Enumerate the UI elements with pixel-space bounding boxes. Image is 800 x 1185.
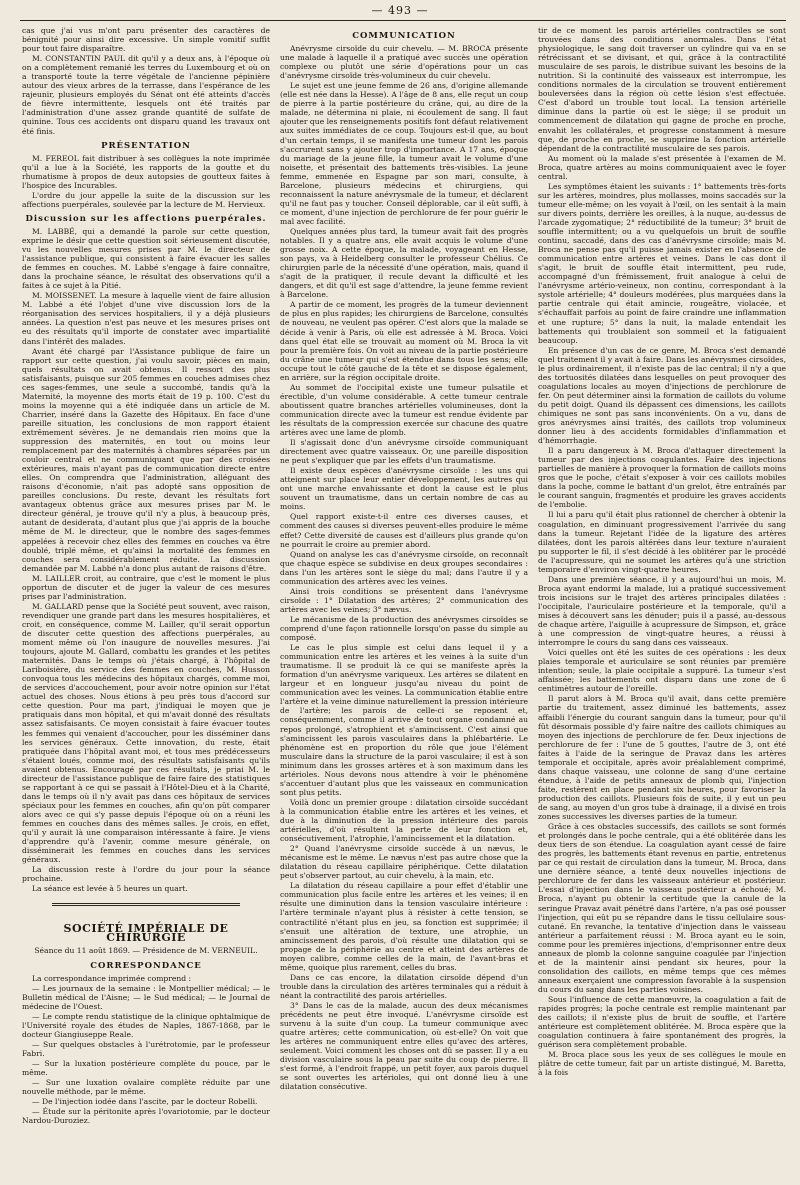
page-number: — 493 — — [371, 4, 429, 17]
paragraph: M. LAILLER croit, au contraire, que c'est le moment le plus opportun de discuter et de juger la valeur de ces mesures prises par l'administration. — [22, 573, 270, 601]
text-columns — [22, 26, 786, 1177]
list-item: — Sur une luxation ovalaire complète réduite par une nouvelle méthode, par le même. — [22, 1078, 270, 1097]
paragraph: Grâce à ces obstacles successifs, des caillots se sont formés et prolongés dans le poche centrale, qui a été oblitérée dans les deux tiers de son étendue. La coagulation ayant cessé de faire des progrès, les battements étant revenus en partie, entretenus par ce qui restait de circulation dans la tumeur, M. Broca, dans une dernière séance, a tenté deux nouvelles injections de perchlorure de fer dans les vaisseaux antérieur et postérieur. L'essai d'injection dans le vaisseau postérieur a échoué; M. Broca, n'ayant pu obtenir la certitude que la canule de la seringue Pravaz avait pénétré dans l'artère, n'a pas osé pousser l'injection, qui eût pu se répandre dans le tissu cellulaire sous-cutané. En revanche, la tentative d'injection dans le vaisseau antérieur a parfaitement réussi : M. Broca ayant eu le soin, comme pour les premières injections, d'emprisonner entre deux anneaux de plomb la colonne sanguine coagulée par l'injection et de la maintenir ainsi pendant six heures, pour la consolidation des caillots, en même temps que ces mêmes anneaux exerçaient une compression favorable à la suspension du cours du sang dans les parties voisines. — [538, 822, 786, 994]
paragraph: Le mécanisme de la production des anévrysmes cirsoïdes se comprend d'une façon rationnelle lorsqu'on passe du simple au composé. — [280, 614, 528, 643]
paragraph: Quel rapport existe-t-il entre ces diverses causes, et comment des causes si diverses peuvent-elles produire le même effet? Cette diversité de causes est d'ailleurs plus grande qu'on ne pourrait le croire au premier abord. — [280, 512, 528, 549]
paragraph: La discussion reste à l'ordre du jour pour la séance prochaine. — [22, 865, 270, 884]
paragraph: Voici quelles ont été les suites de ces opérations : les deux plaies temporale et auriculaire se sont réunies par première intention; seule, la plaie occipitale a suppuré. La tumeur s'est affaissée; les battements ont disparu dans une zone de 6 centimètres autour de l'oreille. — [538, 648, 786, 694]
paragraph: Il existe deux espèces d'anévrysme cirsoïde : les uns qui atteignent sur place leur entier développement, les autres qui ont une marche envahissante et dont la cause est le plus souvent un traumatisme, dans un certain nombre de cas au moins. — [280, 466, 528, 512]
list-item: — Sur la luxation postérieure complète du pouce, par le même. — [22, 1058, 270, 1078]
section-divider — [52, 903, 240, 906]
right-column — [538, 26, 786, 1177]
paragraph: Il parut alors à M. Broca qu'il avait, dans cette première partie du traitement, assez diminué les battements, assez affaibli l'énergie du courant sanguin dans la tumeur, pour qu'il fût désormais possible d'y faire naître des caillots chimiques au moyen des injections de perchlorure de fer. Deux injections de perchlorure de fer : l'une de 5 gouttes, l'autre de 3, ont été faites à l'aide de la seringue de Pravaz dans les artères temporale et occipitale, après avoir préalablement comprimé, dans chaque vaisseau, une colonne de sang d'une certaine étendue, à l'aide de petits anneaux de plomb qui, l'injection faite, restèrent en place pendant six heures, pour favoriser la production des caillots. Plusieurs fois de suite, il y eut un peu de sang, au moyen d'un gros tube à drainage, il a divisé en trois zones successives les diverses parties de la tumeur. — [538, 694, 786, 822]
paragraph: Dans une première séance, il y a aujourd'hui un mois, M. Broca ayant endormi la malade, lui a pratiqué successivement trois incisions sur le trajet des artères principales dilatées : l'occipitale, l'auriculaire postérieure et la temporale, qu'il a mises à découvert sans les dénuder; puis il a passé, au-dessous de chaque artère, l'aiguille à acupressure de Simpson, et, grâce à une compression de vingt-quatre heures, a réussi à interrompre le cours du sang dans ces vaisseaux. — [538, 574, 786, 648]
middle-column — [280, 26, 528, 1177]
paragraph: En présence d'un cas de ce genre, M. Broca s'est demandé quel traitement il y avait à faire. Dans les anévrysmes cirsoïdes, le plus ordinairement, il n'existe pas de lac central; il n'y a que des tortuosités dilatées dans lesquelles on peut provoquer des coagulations locales au moyen d'injections de perchlorure de fer. On peut déterminer ainsi la formation de caillots du volume du petit doigt. Quand ils dépassent ces dimensions, les caillots chimiques ne sont pas sans inconvénients. On a vu, dans de gros anévrysmes ainsi traités, des caillots trop volumineux donner lieu à des accidents formidables d'inflammation et d'hémorrhagie. — [538, 345, 786, 446]
paragraph: A partir de ce moment, les progrès de la tumeur deviennent de plus en plus rapides; les chirurgiens de Barcelone, consultés de nouveau, ne veulent pas opérer. C'est alors que la malade se décide à venir à Paris, où elle est adressée à M. Broca. Voici dans quel état elle se trouvait au moment où M. Broca la vit pour la première fois. On voit au niveau de la partie postérieure du crâne une tumeur qui s'est étendue dans tous les sens; elle occupe tout le côté gauche de la tête et se dispose également, en arrière, sur la région occipitale droite. — [280, 300, 528, 382]
paragraph-lead: Anévrysme cirsoïde du cuir chevelu. — M. BROCA présente une malade à laquelle il a pratiqué avec succès une opération complexe ou plutôt une série d'opérations pour un cas d'anévrysme cirsoïde très-volumineux du cuir chevelu. — [280, 44, 528, 81]
paragraph: M. Broca place sous les yeux de ses collègues le moule en plâtre de cette tumeur, fait par un artiste distingué, M. Baretta, à la fois — [538, 1050, 786, 1078]
paragraph: Sous l'influence de cette manœuvre, la coagulation a fait de rapides progrès; la poche centrale est remplie maintenant par des caillots; il n'existe plus de bruit de souffle, et l'artère antérieure est complètement oblitérée. M. Broca espère que la coagulation continuera à faire spontanément des progrès, la guérison sera complètement probable. — [538, 994, 786, 1050]
paragraph: cas que j'ai vus m'ont paru présenter des caractères de bénignité pour ainsi dire excessive. Un simple vomitif suffit pour tout faire disparaître. — [22, 26, 270, 54]
section-heading-presentation: PRÉSENTATION — [101, 140, 191, 151]
paragraph: Il lui a paru qu'il était plus rationnel de chercher à obtenir la coagulation, en diminuant progressivement l'arrivée du sang dans la tumeur. Rejetant l'idée de la ligature des artères dilatées, dont les parois altérées dans leur texture n'auraient pu supporter le fil, il s'est décidé à les oblitérer par le procédé de l'acupressure, qui ne soumet les artères qu'à une striction temporaire d'environ vingt-quatre heures. — [538, 510, 786, 574]
paragraph: Dans ce cas encore, la dilatation cirsoïde dépend d'un trouble dans la circulation des artères terminales qui a réduit à néant la contractilité des parois artérielles. — [280, 972, 528, 1000]
paragraph: Voilà donc un premier groupe : dilatation cirsoïde succédant à la communication établie entre les artères et les veines, et due à la diminution de la pression intérieure des parois artérielles, d'où résultent la perte de leur fonction et, consécutivement, l'atrophie, l'amincissement et la dilatation. — [280, 797, 528, 844]
society-heading: SOCIÉTÉ IMPÉRIALE DE CHIRURGIE — [63, 922, 229, 945]
section-heading-correspondance: CORRESPONDANCE — [90, 960, 202, 971]
list-item: — Sur quelques obstacles à l'urétrotomie, par le professeur Fabri. — [22, 1039, 270, 1058]
paragraph: tir de ce moment les parois artérielles contractiles se sont trouvées dans des conditions anormales. Dans l'état physiologique, le sang doit traverser un cylindre qui va en se rétrécissant et se divisant, et qui, grâce à la contractilité musculaire de ses parois, le distribue suivant les besoins de la nutrition. Si la continuité des vaisseaux est interrompue, les conditions normales de la circulation se trouvent entièrement bouleversées dans la région où cette lésion s'est effectuée. C'est d'abord un trouble tout local. La tension artérielle diminue dans la partie où est le siège; il se produit un commencement de dilatation qui gagne de proche en proche, envahit les collatérales, et progresse constamment à mesure que, de proche en proche, se supprime la fonction artérielle dépendant de la contractilité musculaire de ses parois. — [538, 26, 786, 153]
header-rule — [20, 20, 786, 21]
paragraph: Au sommet de l'occipital existe une tumeur pulsatile et érectible, d'un volume considérable. A cette tumeur centrale aboutissent quatre branches artérielles volumineuses, dont la communication directe avec la tumeur est rendue évidente par les résultats de la compression exercée sur chacune des quatre artères avec une lame de plomb. — [280, 382, 528, 438]
list-item: — De l'injection iodée dans l'ascite, par le docteur Robelli. — [32, 1097, 258, 1107]
list-item: — Le compte rendu statistique de la clinique ophtalmique de l'Université royale des études de Naples, 1867-1868, par le docteur Giangiuseppe Reale. — [22, 1011, 270, 1039]
list-item: — Étude sur la péritonite après l'ovariotomie, par le docteur Nardou-Duroziez. — [22, 1107, 270, 1126]
paragraph: Avant été chargé par l'Assistance publique de faire un rapport sur cette question, j'ai voulu savoir, pièces en main, quels résultats on avait obtenus. Il ressort des plus satisfaisants, puisque sur 205 femmes en couches admises chez ces sages-femmes, une seule a succombé, tandis qu'à la Maternité, la moyenne des morts était de 19 p. 100. C'est du moins la moyenne qui a été indiquée dans un article de M. Charrier, inséré dans la Gazette des Hôpitaux. En face d'une pareille situation, les conclusions de mon rapport étaient extrêmement sévères. Je ne demandais rien moins que la suppression des maternités, en tout ou moins leur remplacement par des maternités à chambres séparées par un couloir central et ne communiquant que par des croisées extérieures, mais n'ayant pas de communication directe entre elles. On comprendra que l'administration, alléguant des raisons d'économie, n'ait pas adopté sans opposition de pareilles conclusions. Du reste, devant les résultats fort avantageux obtenus grâce aux mesures prises par M. le directeur général, je trouve qu'il n'y a plus, à beaucoup près, autant de desiderata, d'autant plus que j'ai appris de la bouche même de M. le directeur, que le nombre des sages-femmes appelées à recevoir chez elles des femmes en couches va être doublé, triplé même, et qu'ainsi la mortalité des femmes en couches sera considérablement réduite. La discussion demandée par M. Labbé n'a donc plus autant de raisons d'être. — [22, 346, 270, 573]
section-heading-communication: COMMUNICATION — [352, 31, 456, 41]
paragraph: 3° Dans le cas de la malade, aucun des deux mécanismes précédents ne peut être invoqué. L'anévrysme cirsoïde est survenu à la suite d'un coup. La tumeur communique avec quatre artères; cette communication, où est-elle? On voit que les artères ne communiquent entre elles qu'avec des artères, seulement. Voici comment les choses ont dû se passer. Il y a eu division vasculaire sous la peau par suite du coup de pierre. Il s'est formé, à l'endroit frappé, un petit foyer, aux parois duquel se sont ouvertes les artérioles, qui ont donné lieu à une dilatation consécutive. — [280, 1000, 528, 1092]
paragraph: La correspondance imprimée comprend : — [32, 973, 192, 983]
paragraph: La dilatation du réseau capillaire a pour effet d'établir une communication plus facile entre les artères et les veines; il en résulte une diminution dans la tension vasculaire intérieure : l'artère terminale n'ayant plus à résister à cette tension, se contractilité n'étant plus en jeu, sa fonction est supprimée; il s'ensuit une altération de texture, une atrophie, un amincissement des parois, d'où résulte une dilatation qui se propage de la périphérie au centre et atteint des artères de moyen calibre, comme celles de la main, de l'avant-bras et même, quoique plus rarement, celles du bras. — [280, 881, 528, 972]
list-item: — Les journaux de la semaine : le Montpellier médical; — le Bulletin médical de l'Aisne; — le Sud médical; — le Journal de médecine de l'Ouest. — [22, 983, 270, 1011]
paragraph: Les symptômes étaient les suivants : 1° battements très-forts sur les artères, moindres, plus mollasses, moins saccadés sur la tumeur elle-même; on les voyait à l'œil, on les sentait à la main sur divers points, derrière les oreilles, à la nuque, au-dessus de l'arcade zygomatique; 2° réductibilité de la tumeur; 3° bruit de souffle intermittent; ou a vu quelquefois un bruit de souffle continu, saccadé, dans des cas d'anévrysme cirsoïde; mais M. Broca ne pense pas qu'il puisse jamais exister en l'absence de communication entre artères et veines. Dans le cas dont il s'agit, le bruit de souffle était intermittent, peu rude, accompagné d'un frémissement, fruit analogue à celui de l'anévrysme artério-veineux, non continu, correspondant à la systole artérielle; 4° douleurs modérées, plus marquées dans la partie centrale qui était amincie, rougeâtre, violacée, et s'échauffait parfois au point de faire craindre une inflammation et une rupture; 5° dans la nuit, la malade entendait les battements qui troublaient son sommeil et la fatiguaient beaucoup. — [538, 181, 786, 345]
section-heading-discussion: Discussion sur les affections puerpérales. — [25, 213, 267, 224]
paragraph: M. MOISSENET. La mesure à laquelle vient de faire allusion M. Labbé a été l'objet d'une vive discussion lors de la réorganisation des services hospitaliers, il y a déjà plusieurs années. La question n'est pas neuve et les mesures prises ont eu des résultats qu'il importe de constater avec impartialité dans l'intérêt des malades. — [22, 291, 270, 346]
paragraph: M. LABBÉ, qui a demandé la parole sur cette question, exprime le désir que cette question soit sérieusement discutée, vu les nouvelles mesures prises par M. le directeur de l'assistance publique, qui consistent à faire évacuer les salles de femmes en couches. M. Labbé s'engage à faire connaître, dans la prochaine séance, le résultat des observations qu'il a faites à ce sujet à la Pitié. — [22, 226, 270, 291]
paragraph: Le sujet est une jeune femme de 26 ans, d'origine allemande (elle est née dans la Hesse). A l'âge de 8 ans, elle reçut un coup de pierre à la partie postérieure du crâne, qui, au dire de la malade, ne détermina ni plaie, ni écoulement de sang. Il faut ajouter que les renseignements positifs font défaut relativement aux suites immédiates de ce coup. Toujours est-il que, au bout d'un certain temps, il se manifesta une tumeur dont les parois s'accrurent sans y ajouter trop d'importance. A 17 ans, époque du mariage de la jeune fille, la tumeur avait le volume d'une noisette, et présentait des battements très-visibles. La jeune femme, emmenée en Espagne par son mari, consulte, à Barcelone, plusieurs médecins et chirurgiens, qui reconnaissent la nature anévrysmale de la tumeur, et déclarent qu'il ne faut pas y toucher. Conseil déplorable, car il eût suffi, à ce moment, d'une injection de perchlorure de fer pour guérir le mal avec facilité. — [280, 81, 528, 226]
paragraph: Au moment où la malade s'est présentée à l'examen de M. Broca, quatre artères au moins communiquaient avec le foyer central. — [538, 153, 786, 181]
paragraph: La séance est levée à 5 heures un quart. — [32, 884, 188, 894]
session-line: Séance du 11 août 1869. — Présidence de M. VERNEUIL. — [34, 946, 258, 956]
paragraph: Quelques années plus tard, la tumeur avait fait des progrès notables. Il y a quatre ans, elle avait acquis le volume d'une grosse noix. A cette époque, la malade, voyageant en Hesse, son pays, va à Heidelberg consulter le professeur Chélius. Ce chirurgien parle de la nécessité d'une opération, mais, quand il s'agit de la pratiquer, il recule devant la difficulté et les dangers, et dit qu'il est sage d'attendre, la jeune femme revient à Barcelone. — [280, 226, 528, 300]
paragraph: M. GALLARD pense que la Société peut souvent, avec raison, revendiquer une grande part dans les mesures hospitalières, et croit, en conséquence, comme M. Lailler, qu'il serait opportun de discuter cette question des affections puerpérales, au moment même où l'on inaugure de nouvelles mesures. J'ai toujours, ajoute M. Gallard, combattu les grandes et les petites maternités. Dans le temps où j'étais chargé, à l'hôpital de Lariboisière, du service des femmes en couches, M. Husson convoqua tous les médecins des hôpitaux chargés, comme moi, de services d'accouchement, pour avoir notre opinion sur l'état actuel des choses. Nous étions à peu près tous d'accord sur cette question. Pour ma part, j'indiquai le moyen que je pratiquais dans mon hôpital, et qui m'avait donné des résultats assez satisfaisants. Ce moyen consistait à faire évacuer toutes les femmes qui venaient d'accoucher, pour les disséminer dans les services généraux. Cette innovation, du reste, était pratiquée dans l'hôpital avant moi, et tous mes prédécesseurs s'étaient loués, comme moi, des résultats satisfaisants qu'ils avaient obtenus. Encouragé par ces résultats, je priai M. le directeur de l'assistance publique de faire faire des statistiques se rapportant à ce qui se passait à l'Hôtel-Dieu et à la Charité, dans le temps où il n'y avait pas dans ces hôpitaux de services spéciaux pour les femmes en couches, afin qu'on pût comparer alors avec ce qui s'y passe depuis l'époque où on a réuni les femmes en couches dans des mêmes salles. Je crois, en effet, qu'il y aurait là une comparaison intéressante à faire. Je viens d'apprendre qu'à l'avenir, comme mesure générale, on disséminerait les femmes en couches dans les services généraux. — [22, 601, 270, 865]
paragraph: Il a paru dangereux à M. Broca d'attaquer directement la tumeur par des injections coagulantes. Faire des injections partielles de manière à provoquer la formation de caillots moins gros que le poche, c'était s'exposer à voir ces caillots mobiles dans la poche, comme le battant d'un grelot, être entraînés par le courant sanguin, fragmentés et produire les graves accidents de l'embolie. — [538, 446, 786, 510]
paragraph: M. FEREOL fait distribuer à ses collègues la note imprimée qu'il a lue à la Société, les rapports de la goutte et du rhumatisme à propos de deux autopsies de goutteux faites à l'hospice des Incurables. — [22, 153, 270, 190]
paragraph: Le cas le plus simple est celui dans lequel il y a communication entre les artères et les veines à la suite d'un traumatisme. Il se produit là ce qui se manifeste après la formation d'un anévrysme variqueux. Les artères se dilatent en largeur et en longueur jusqu'au niveau du point de communication avec les veines. La communication établie entre l'artère et la veine diminue naturellement la pression intérieure de l'artère; les parois de celle-ci se reposent et, conséquemment, comme il arrive de tout organe condamné au repos prolongé, s'atrophient et s'amincissent. C'est ainsi que s'amincissent les parois vasculaires dans la phlébartérie. Le phénomène est en proportion du rôle que joue l'élément musculaire dans la structure de la paroi vasculaire; il est à son minimum dans les grosses artères et à son maximum dans les artérioles. Nous devons nous attendre à voir le phénomène s'accentuer d'autant plus que les vaisseaux en communication sont plus petits. — [280, 643, 528, 797]
paragraph: Quand on analyse les cas d'anévrysme cirsoïde, on reconnaît que chaque espèce se subdivise en deux groupes secondaires : dans l'un les artères sont le siège du mal; dans l'autre il y a communication des artères avec les veines. — [280, 549, 528, 586]
left-column — [22, 26, 270, 1177]
paragraph: L'ordre du jour appelle la suite de la discussion sur les affections puerpérales, soulevée par la lecture de M. Hervieux. — [22, 190, 270, 209]
paragraph: Ainsi trois conditions se présentent dans l'anévrysme cirsoïde : 1° Dilatation des artères; 2° communication des artères avec les veines; 3° nævus. — [280, 586, 528, 614]
paragraph: 2° Quand l'anévrysme cirsoïde succède à un nævus, le mécanisme est le même. Le nævus n'est pas autre chose que la dilatation du réseau capillaire périphérique. Cette dilatation peut s'observer partout, au cuir chevelu, à la main, etc. — [280, 844, 528, 881]
paragraph: M. CONSTANTIN PAUL dit qu'il y a deux ans, à l'époque où on a complètement remanié les terres du Luxembourg et où on a transporté toute la terre végétale de l'ancienne pépinière autour des vieux arbres de la terrasse, dans l'espérance de les rajeunir, plusieurs employés du Sénat ont été atteints d'accès de fièvre intermittente, lesquels ont été traités par l'administration d'une assez grande quantité de sulfate de quinine. Tous ces accidents ont disparu quand les travaux ont été finis. — [22, 54, 270, 136]
paragraph: Il s'agissait donc d'un anévrysme cirsoïde communiquant directement avec quatre vaisseaux. Or, une pareille disposition ne peut s'expliquer que par les effets d'un traumatisme. — [280, 438, 528, 466]
